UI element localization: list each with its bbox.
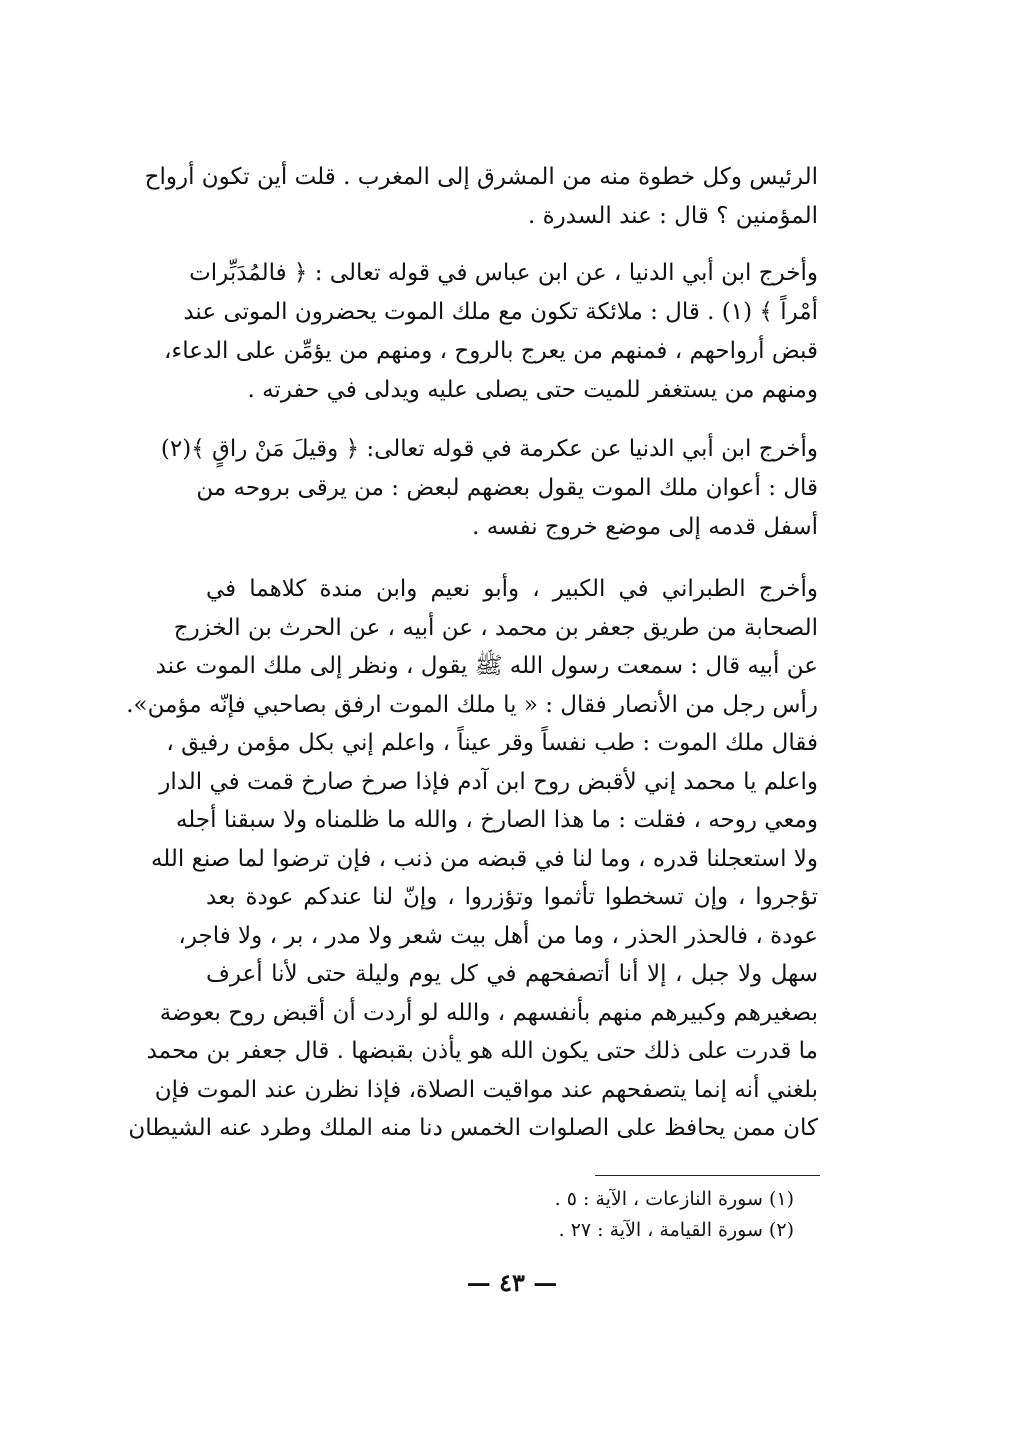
page-number: — ٤٣ — <box>466 1268 558 1297</box>
footnote: (٢) سورة القيامة ، الآية : ٢٧ . <box>558 1219 794 1241</box>
text-line: عودة ، فالحذر الحذر ، وما من أهل بيت شعر ولا مدر ، بر ، ولا فاجر، <box>178 922 818 949</box>
text-line: بصغيرهم وكبيرهم منهم بأنفسهم ، والله لو أردت أن أقبض روح بعوضة <box>159 999 818 1026</box>
footnotes <box>394 1184 794 1246</box>
text-line: وأخرج الطبراني في الكبير ، وأبو نعيم وابن مندة كلاهما في <box>206 576 818 602</box>
footnote: (١) سورة النازعات ، الآية : ٥ . <box>554 1188 794 1210</box>
text-line: الرئيس وكل خطوة منه من المشرق إلى المغرب . قلت أين تكون أرواح <box>144 164 818 190</box>
text-line: كان ممن يحافظ على الصلوات الخمس دنا منه الملك وطرد عنه الشيطان <box>128 1115 818 1141</box>
text-line: وأخرج ابن أبي الدنيا ، عن ابن عباس في قوله تعالى : ﴿ فالمُدَبِّرات <box>189 260 818 286</box>
footnote-divider <box>595 1175 820 1176</box>
text-line: واعلم يا محمد إني لأقبض روح ابن آدم فإذا صرخ صارخ قمت في الدار <box>159 768 818 795</box>
text-line: ومنهم من يستغفر للميت حتى يصلى عليه ويدلى في حفرته . <box>247 377 818 403</box>
text-line: وأخرج ابن أبي الدنيا عن عكرمة في قوله تعالى: ﴿ وقيلَ مَنْ راقٍ ﴾(٢) <box>160 436 818 462</box>
text-line: بلغني أنه إنما يتصفحهم عند مواقيت الصلاة، فإذا نظرن عند الموت فإن <box>154 1076 818 1103</box>
text-line: أسفل قدمه إلى موضع خروج نفسه . <box>472 514 818 540</box>
paragraph-3 <box>160 430 818 547</box>
text-line: عن أبيه قال : سمعت رسول الله ﷺ يقول ، ونظر إلى ملك الموت عند <box>155 653 818 679</box>
paragraph-1 <box>144 158 818 236</box>
text-line: تؤجروا ، وإن تسخطوا تأثموا وتؤزروا ، وإنّ لنا عندكم عودة بعد <box>206 884 818 910</box>
text-line: فقال ملك الموت : طب نفساً وقر عيناً ، واعلم إني بكل مؤمن رفيق ، <box>166 730 818 756</box>
text-line: أمْراً ﴾ (١) . قال : ملائكة تكون مع ملك الموت يحضرون الموتى عند <box>183 299 818 325</box>
text-line: ولا استعجلنا قدره ، وما لنا في قبضه من ذنب ، فإن ترضوا لما صنع الله <box>150 845 818 872</box>
text-line: ما قدرت على ذلك حتى يكون الله هو يأذن بقبضها . قال جعفر بن محمد <box>146 1038 818 1064</box>
paragraph-2 <box>163 254 818 410</box>
text-line: الصحابة من طريق جعفر بن محمد ، عن أبيه ، عن الحرث بن الخزرج <box>173 614 818 641</box>
text-line: رأس رجل من الأنصار فقال : « يا ملك الموت ارفق بصاحبي فإنّه مؤمن». <box>126 691 818 718</box>
text-line: سهل ولا جبل ، إلا أنا أتصفحهم في كل يوم وليلة حتى لأنا أعرف <box>206 961 818 987</box>
text-line: قبض أرواحهم ، فمنهم من يعرج بالروح ، ومنهم من يؤمِّن على الدعاء، <box>163 338 818 364</box>
text-line: قال : أعوان ملك الموت يقول بعضهم لبعض : من يرقى بروحه من <box>196 475 818 501</box>
paragraph-4 <box>126 570 818 1148</box>
text-line: ومعي روحه ، فقلت : ما هذا الصارخ ، والله ما ظلمناه ولا سبقنا أجله <box>175 807 818 833</box>
text-line: المؤمنين ؟ قال : عند السدرة . <box>527 203 818 229</box>
